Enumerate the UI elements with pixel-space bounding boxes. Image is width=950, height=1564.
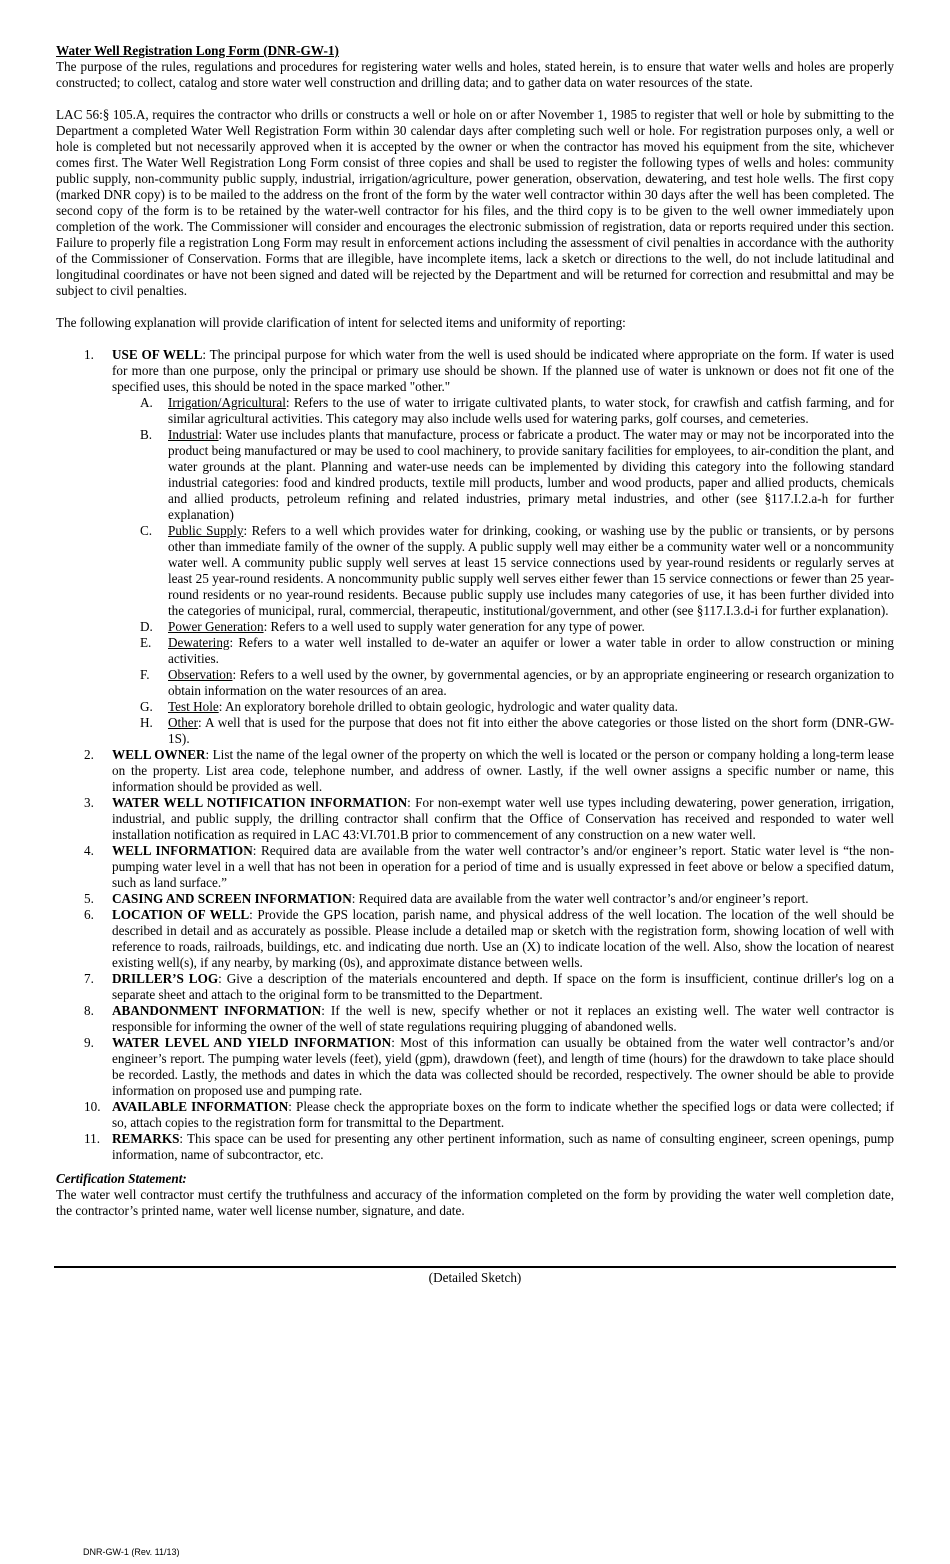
sub-item-text: : Water use includes plants that manufacture, process or fabricate a product. The water may or may not be incorporated into the product being manufactured or may be used to cool machinery, to provide sanitary facilities for employees, to air-condition the plant, and water grounds at the plant. Planning and water-use needs can be implemented by dividing this category into the following standard industrial categories: food and kindred products, textile mill products, lumber and wood products, paper and allied products, chemicals and allied products, petroleum refining and related industries, primary metal industries, and other (see §117.I.2.a-h for further explanation) [168,427,894,522]
sub-item-term: Test Hole [168,699,219,714]
sub-item-text: : Refers to the use of water to irrigate cultivated plants, to water stock, for crawfish and catfish farming, and for similar agricultural activities. This category may also include wells used for watering parks, golf courses, and cemeteries. [168,395,894,426]
list-item [56,891,894,907]
item-number: 7. [84,971,94,986]
list-item [56,843,894,891]
item-heading: USE OF WELL [112,347,203,362]
item-heading: WATER WELL NOTIFICATION INFORMATION [112,795,408,810]
item-text: : For non-exempt water well use types including dewatering, power generation, irrigation, industrial, and public supply, the drilling contractor shall confirm that the Office of Conservation has received and responded to water well installation notification as required in LAC 43:VI.701.B prior to commencement of any construction on a new water well. [112,795,895,842]
sub-item-text: : Refers to a well used by the owner, by governmental agencies, or by an appropriate engineering or research organization to obtain information on the water resources of an area. [168,667,894,698]
sub-item-letter: D. [140,619,153,634]
sub-item-letter: G. [140,699,153,714]
sub-list-item [140,523,894,619]
sub-list-item [140,427,894,523]
sub-item-term: Other [168,715,199,730]
item-heading: REMARKS [112,1131,180,1146]
sub-list-item [140,667,894,699]
sub-item-text: : A well that is used for the purpose that does not fit into either the above categories or those listed on the short form (DNR-GW-1S). [168,715,894,746]
sub-item-term: Irrigation/Agricultural [168,395,286,410]
item-number: 11. [84,1131,100,1146]
sub-item-term: Public Supply [168,523,244,538]
item-heading: WELL INFORMATION [112,843,253,858]
item-heading: WELL OWNER [112,747,206,762]
document-title: Water Well Registration Long Form (DNR-GW-1) [56,43,339,58]
item-text: : Give a description of the materials encountered and depth. If space on the form is insufficient, continue driller's log on a separate sheet and attach to the original form to be transmitted to the Department. [112,971,894,1002]
form-revision-footer: DNR-GW-1 (Rev. 11/13) [83,1547,180,1557]
sub-list-item [140,635,894,667]
item-text: : Please check the appropriate boxes on the form to indicate whether the specified logs or data were collected; if so, attach copies to the registration form for transmittal to the Department. [112,1099,894,1130]
item-heading: ABANDONMENT INFORMATION [112,1003,322,1018]
sub-list-item [140,619,894,635]
item-number: 5. [84,891,94,906]
item-number: 3. [84,795,94,810]
item-text: : This space can be used for presenting any other pertinent information, such as name of consulting engineer, screen openings, pump information, name of subcontractor, etc. [112,1131,894,1162]
list-item [56,347,894,395]
item-number: 1. [84,347,94,362]
item-heading: WATER LEVEL AND YIELD INFORMATION [112,1035,392,1050]
sketch-label: (Detailed Sketch) [428,1270,522,1285]
list-item [56,1131,894,1163]
item-text: : The principal purpose for which water from the well is used should be indicated where appropriate on the form. If water is used for more than one purpose, only the principal or primary use should be shown. If the planned use of water is unknown or does not fit one of the specified uses, this should be noted in the space marked "other." [112,347,894,394]
document-body [56,43,894,1219]
certification-heading: Certification Statement: [56,1171,187,1186]
item-heading: LOCATION OF WELL [112,907,250,922]
item-heading: AVAILABLE INFORMATION [112,1099,289,1114]
list-item [56,1003,894,1035]
item-text: : If the well is new, specify whether or not it replaces an existing well. The water well contractor is responsible for informing the owner of the well of state regulations requiring plugging of abandoned wells. [112,1003,894,1034]
sub-item-text: : Refers to a well used to supply water generation for any type of power. [263,619,645,634]
intro-paragraph: The purpose of the rules, regulations and procedures for registering water wells and holes, stated herein, is to ensure that water wells and holes are properly constructed; to collect, catalog and store water well construction and drilling data; and to gather data on water resources of the state. [56,59,894,90]
divider [54,1266,896,1268]
sub-item-term: Industrial [168,427,219,442]
sub-item-letter: F. [140,667,150,682]
sub-list-item [140,395,894,427]
item-text: : Required data are available from the water well contractor’s and/or engineer’s report. Static water level is “the non-pumping water level in a well that has not been in operation for a period of time and is usually expressed in feet above or below a specified datum, such as land surface.” [112,843,894,890]
lac-paragraph: LAC 56:§ 105.A, requires the contractor who drills or constructs a well or hole on or after November 1, 1985 to register that well or hole by submitting to the Department a completed Water Well Registration Form within 30 calendar days after completing such well or hole. For registration purposes only, a well or hole is completed but not necessarily approved when it is accepted by the owner or when the contractor has moved his equipment from the site, whichever comes first. The Water Well Registration Long Form consist of three copies and shall be used to register the following types of wells and holes: community public supply, non-community public supply, industrial, irrigation/agriculture, power generation, observation, dewatering, and test hole wells. The first copy (marked DNR copy) is to be mailed to the address on the front of the form by the water well contractor within 30 days after the well has been completed. The second copy of the form is to be retained by the water-well contractor for his files, and the third copy is to be given to the well owner immediately upon completion of the work. The Commissioner will consider and encourages the electronic submission of registration, data or reports required under this section. Failure to properly file a registration Long Form may result in enforcement actions including the assessment of civil penalties in accordance with the authority of the Commissioner of Conservation. Forms that are illegible, have incomplete items, lack a sketch or directions to the well, do not include latitudinal and longitudinal coordinates or have not been signed and dated will be rejected by the Department and will be returned for correction and resubmittal and may be subject to civil penalties. [56,107,894,298]
sub-item-term: Power Generation [168,619,264,634]
sub-item-letter: C. [140,523,153,538]
explanation-paragraph: The following explanation will provide clarification of intent for selected items and uniformity of reporting: [56,315,626,330]
sub-item-text: : An exploratory borehole drilled to obtain geologic, hydrologic and water quality data. [218,699,678,714]
item-text: : Required data are available from the water well contractor’s and/or engineer’s report. [351,891,809,906]
sub-item-text: : Refers to a well which provides water for drinking, cooking, or washing use by the public or transients, or by persons other than immediate family of the owner of the supply. A public supply well may either be a community water well or a noncommunity water well. A community public supply well serves at least 15 service connections used by year-round residents or regularly serves at least 25 year-round residents. A noncommunity public supply well serves either fewer than 15 service connections or fewer than 25 year-round residents or no year-round residents. Because public supply use includes many categories of use, it has been further divided into the categories of municipal, rural, commercial, therapeutic, institutional/government, and other (see §117.I.3.d-i for further explanation). [168,523,894,618]
item-number: 8. [84,1003,94,1018]
item-text: : Most of this information can usually be obtained from the water well contractor’s and/or engineer’s report. The pumping water levels (feet), yield (gpm), drawdown (feet), and length of time (hours) for the drawdown to take place should be recorded. Lastly, the methods and dates in which the data was collected should be recorded, respectively. The owner should be able to provide information on proposed use and pumping rate. [112,1035,894,1098]
sub-item-term: Observation [168,667,233,682]
sub-list-item [140,699,894,715]
item-heading: DRILLER’S LOG [112,971,219,986]
sub-item-letter: A. [140,395,153,410]
item-text: : Provide the GPS location, parish name, and physical address of the well location. The location of the well should be described in detail and as accurately as possible. Please include a detailed map or sketch with the registration form, showing location of well with reference to roads, railroads, buildings, etc. and indicating due north. Use an (X) to indicate location of the well. Also, show the location of nearest existing well(s), if any nearby, by marking (0s), and approximate distance between wells. [112,907,894,970]
item-number: 10. [84,1099,101,1114]
sub-item-letter: B. [140,427,153,442]
item-heading: CASING AND SCREEN INFORMATION [112,891,352,906]
list-item [56,971,894,1003]
sub-item-letter: E. [140,635,152,650]
item-number: 2. [84,747,94,762]
list-item [56,1099,894,1131]
list-item [56,795,894,843]
item-number: 9. [84,1035,94,1050]
item-number: 4. [84,843,94,858]
list-item [56,747,894,795]
item-text: : List the name of the legal owner of the property on which the well is located or the person or company holding a long-term lease on the property. List area code, telephone number, and address of owner. Lastly, if the well owner assigns a specific number or name, this information should be provided as well. [112,747,894,794]
list-item [56,1035,894,1099]
list-item [56,907,894,971]
sub-list-item [140,715,894,747]
item-number: 6. [84,907,94,922]
certification-text: The water well contractor must certify the truthfulness and accuracy of the information completed on the form by providing the water well completion date, the contractor’s printed name, water well license number, signature, and date. [56,1187,894,1218]
sub-item-letter: H. [140,715,153,730]
sub-item-term: Dewatering [168,635,230,650]
sub-item-text: : Refers to a water well installed to de-water an aquifer or lower a water table in order to allow construction or mining activities. [168,635,894,666]
